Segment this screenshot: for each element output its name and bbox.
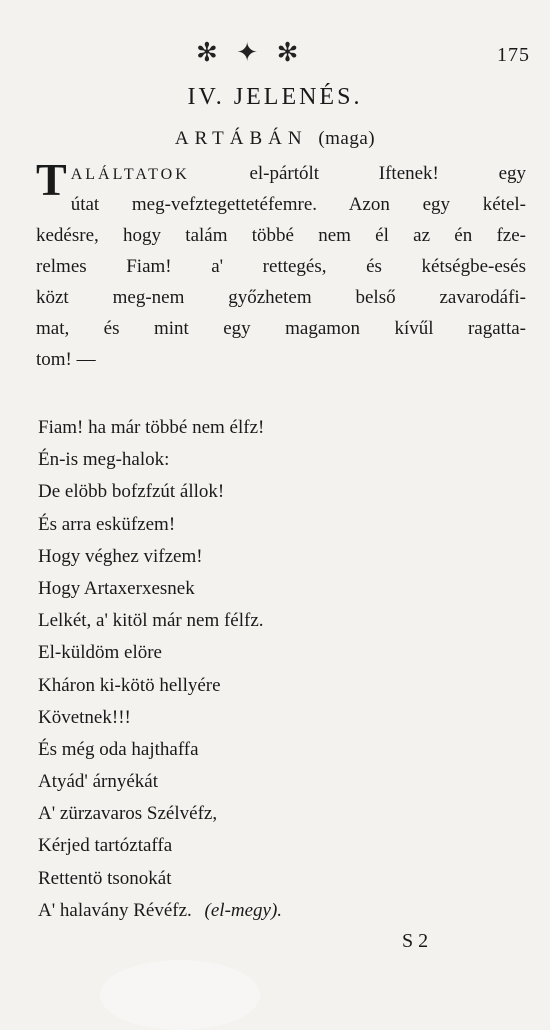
prose-block xyxy=(36,154,526,375)
verse-line: Rettentö tsonokát xyxy=(38,867,172,889)
verse-line: És arra esküfzem! xyxy=(38,513,176,535)
speaker-line xyxy=(0,128,550,150)
verse-line: Atyád' árnyékát xyxy=(38,771,159,793)
verse-line: Kháron ki-kötö hellyére xyxy=(38,674,221,696)
prose-line: közt meg-nem győzhetem belső zavarodáfi- xyxy=(36,287,526,308)
stage-direction: (el-megy). xyxy=(204,899,283,921)
verse-block xyxy=(38,412,508,927)
drop-cap: T xyxy=(36,154,67,205)
paper-stain xyxy=(100,960,260,1030)
verse-line: De elöbb bofzfzút állok! xyxy=(38,481,225,503)
first-word: ALÁLTATOK xyxy=(70,166,190,183)
verse-line: Hogy Artaxerxesnek xyxy=(38,577,195,599)
prose-line: kedésre, hogy talám többé nem él az én fze- xyxy=(36,225,526,246)
verse-line: Kérjed tartóztaffa xyxy=(38,835,173,857)
prose-line-text: el-pártólt Iftenek! egy xyxy=(249,163,526,184)
verse-line: Követnek!!! xyxy=(38,706,131,728)
verse-line-text: A' halavány Révéfz. xyxy=(38,899,192,921)
verse-line: Fiam! ha már többé nem élfz! xyxy=(38,417,265,438)
page-number: 175 xyxy=(497,44,530,66)
verse-line: Hogy véghez vifzem! xyxy=(38,545,203,567)
prose-line: tom! — xyxy=(36,349,96,370)
header-ornament: ✻ ✦ ✻ xyxy=(196,38,305,67)
verse-line: A' zürzavaros Szélvéfz, xyxy=(38,803,218,825)
verse-line: Lelkét, a' kitöl már nem félfz. xyxy=(38,610,264,632)
prose-line xyxy=(36,158,526,189)
signature-mark: S 2 xyxy=(402,930,429,952)
speaker-name: ARTÁBÁN xyxy=(174,128,308,149)
scene-heading: IV. JELENÉS. xyxy=(187,84,363,110)
verse-line: És még oda hajthaffa xyxy=(38,738,199,760)
verse-line: Én-is meg-halok: xyxy=(38,449,170,471)
verse-line: El-küldöm elöre xyxy=(38,642,162,664)
speaker-note: (maga) xyxy=(318,128,376,149)
verse-line xyxy=(38,895,508,927)
prose-line: mat, és mint egy magamon kívűl ragatta- xyxy=(36,318,526,339)
prose-line: útat meg-vefztegettetéfemre. Azon egy kétel- xyxy=(70,194,526,215)
prose-line: relmes Fiam! a' rettegés, és kétségbe-esés xyxy=(36,256,526,277)
